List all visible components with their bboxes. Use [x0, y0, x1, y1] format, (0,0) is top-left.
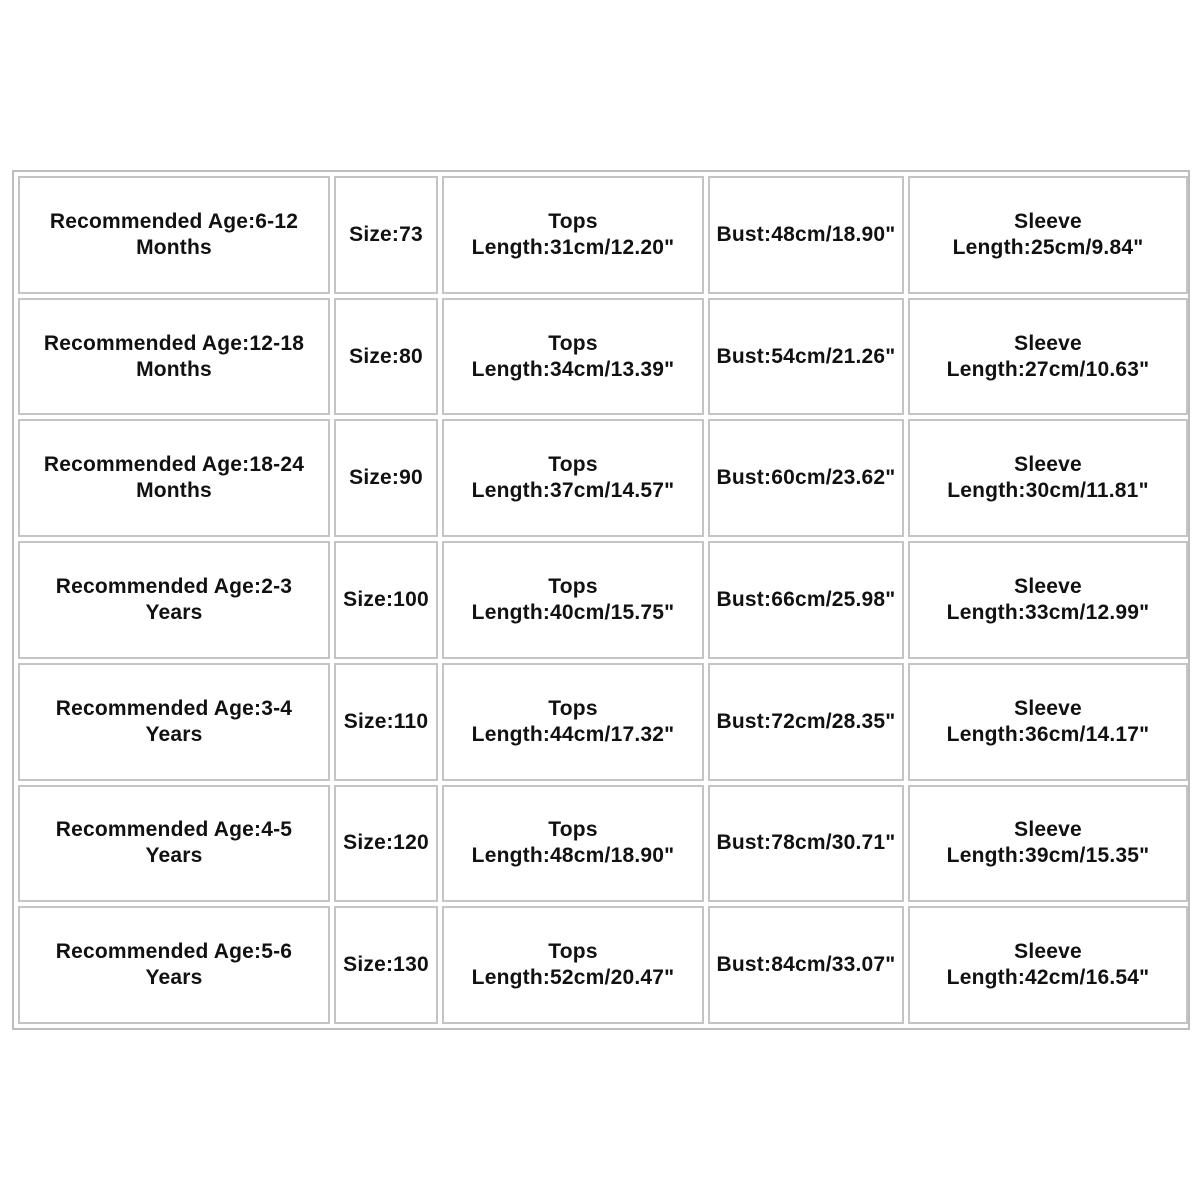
tops-length-cell: Tops Length:52cm/20.47"	[442, 906, 704, 1024]
size-cell: Size:100	[334, 541, 438, 659]
sleeve-length-cell: Sleeve Length:27cm/10.63"	[908, 298, 1188, 416]
tops-length-cell: Tops Length:34cm/13.39"	[442, 298, 704, 416]
size-cell: Size:90	[334, 419, 438, 537]
tops-length-cell: Tops Length:44cm/17.32"	[442, 663, 704, 781]
table-row	[18, 419, 1188, 537]
age-cell: Recommended Age:3-4 Years	[18, 663, 330, 781]
sleeve-length-cell: Sleeve Length:39cm/15.35"	[908, 785, 1188, 903]
sleeve-length-cell: Sleeve Length:36cm/14.17"	[908, 663, 1188, 781]
age-cell: Recommended Age:4-5 Years	[18, 785, 330, 903]
size-cell: Size:73	[334, 176, 438, 294]
bust-cell: Bust:54cm/21.26"	[708, 298, 904, 416]
age-cell: Recommended Age:5-6 Years	[18, 906, 330, 1024]
tops-length-cell: Tops Length:37cm/14.57"	[442, 419, 704, 537]
table-row	[18, 176, 1188, 294]
bust-cell: Bust:72cm/28.35"	[708, 663, 904, 781]
bust-cell: Bust:84cm/33.07"	[708, 906, 904, 1024]
table-row	[18, 541, 1188, 659]
table-row	[18, 785, 1188, 903]
age-cell: Recommended Age:6-12 Months	[18, 176, 330, 294]
size-cell: Size:80	[334, 298, 438, 416]
table-row	[18, 663, 1188, 781]
size-chart-table	[14, 172, 1192, 1028]
sleeve-length-cell: Sleeve Length:33cm/12.99"	[908, 541, 1188, 659]
age-cell: Recommended Age:18-24 Months	[18, 419, 330, 537]
size-cell: Size:110	[334, 663, 438, 781]
size-cell: Size:120	[334, 785, 438, 903]
tops-length-cell: Tops Length:31cm/12.20"	[442, 176, 704, 294]
bust-cell: Bust:48cm/18.90"	[708, 176, 904, 294]
size-cell: Size:130	[334, 906, 438, 1024]
sleeve-length-cell: Sleeve Length:25cm/9.84"	[908, 176, 1188, 294]
bust-cell: Bust:78cm/30.71"	[708, 785, 904, 903]
age-cell: Recommended Age:12-18 Months	[18, 298, 330, 416]
table-row	[18, 298, 1188, 416]
tops-length-cell: Tops Length:48cm/18.90"	[442, 785, 704, 903]
bust-cell: Bust:60cm/23.62"	[708, 419, 904, 537]
table-row	[18, 906, 1188, 1024]
sleeve-length-cell: Sleeve Length:42cm/16.54"	[908, 906, 1188, 1024]
tops-length-cell: Tops Length:40cm/15.75"	[442, 541, 704, 659]
bust-cell: Bust:66cm/25.98"	[708, 541, 904, 659]
sleeve-length-cell: Sleeve Length:30cm/11.81"	[908, 419, 1188, 537]
size-chart-table-frame	[12, 170, 1190, 1030]
age-cell: Recommended Age:2-3 Years	[18, 541, 330, 659]
